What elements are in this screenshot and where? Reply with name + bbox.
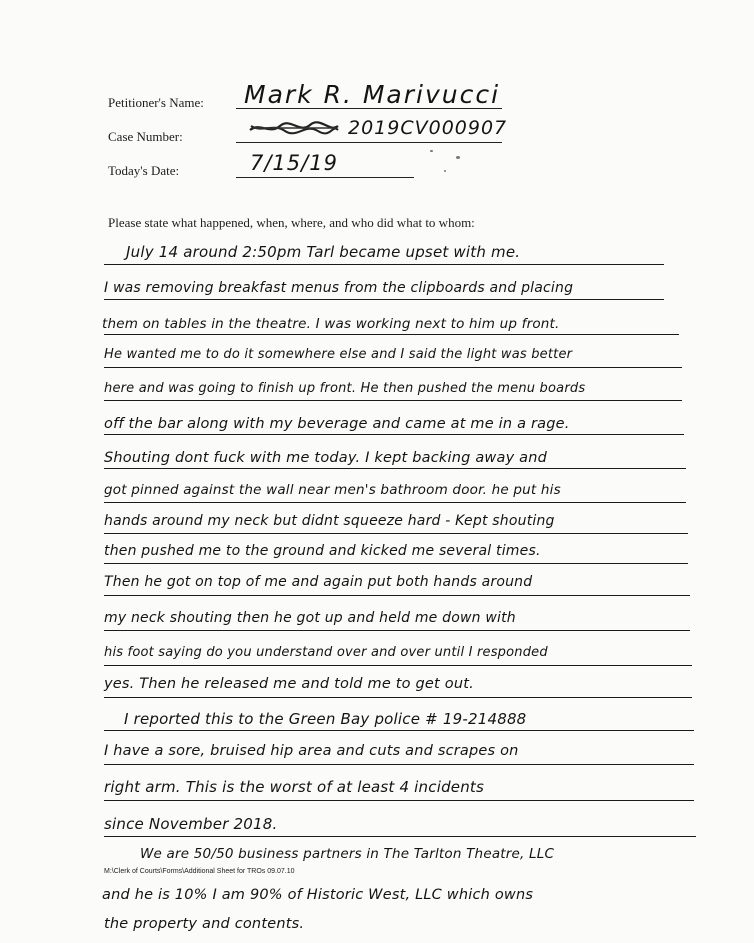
ruled-line: [104, 502, 686, 503]
statement-line: Then he got on top of me and again put both hands around: [104, 574, 533, 590]
statement-line: then pushed me to the ground and kicked me several times.: [104, 543, 541, 559]
ruled-line: [104, 533, 688, 534]
ruled-line: [104, 400, 682, 401]
ruled-line: [104, 434, 684, 435]
extra-line: and he is 10% I am 90% of Historic West, LLC which owns: [102, 887, 534, 903]
case-number-label: Case Number:: [108, 129, 183, 144]
ruled-line: [104, 836, 696, 837]
statement-line: I was removing breakfast menus from the clipboards and placing: [104, 280, 574, 296]
ruled-line: [104, 800, 694, 801]
statement-line: hands around my neck but didnt squeeze hard - Kept shouting: [104, 513, 555, 529]
case-number-value: 2019CV000907: [348, 117, 508, 139]
ruled-line: [104, 595, 690, 596]
todays-date-value: 7/15/19: [250, 151, 338, 175]
statement-line: since November 2018.: [104, 815, 278, 833]
ruled-line: [104, 764, 694, 765]
statement-line: them on tables in the theatre. I was working next to him up front.: [102, 316, 560, 332]
statement-line: I reported this to the Green Bay police # 19-214888: [124, 710, 527, 728]
scribbled-out-text: [248, 120, 340, 136]
ruled-line: [104, 563, 688, 564]
scan-speck: [430, 150, 433, 152]
petitioner-name-label: Petitioner's Name:: [108, 95, 204, 110]
statement-line: I have a sore, bruised hip area and cuts and scrapes on: [104, 743, 519, 759]
statement-line: his foot saying do you understand over and over until I responded: [104, 645, 548, 660]
ruled-line: [104, 468, 686, 469]
statement-line: right arm. This is the worst of at least 4 incidents: [104, 778, 485, 796]
statement-line: He wanted me to do it somewhere else and I said the light was better: [104, 347, 573, 362]
ruled-line: [104, 697, 692, 698]
statement-line: Shouting dont fuck with me today. I kept backing away and: [104, 450, 548, 466]
form-footer-path: M:\Clerk of Courts\Forms\Additional Sheet for TROs 09.07.10: [104, 868, 295, 875]
petitioner-name-value: Mark R. Marivucci: [244, 80, 501, 109]
extra-line: the property and contents.: [104, 916, 305, 932]
ruled-line: [104, 334, 679, 335]
statement-prompt: Please state what happened, when, where, and who did what to whom:: [108, 215, 475, 230]
statement-line: got pinned against the wall near men's bathroom door. he put his: [104, 482, 561, 498]
scan-speck: [444, 170, 446, 172]
ruled-line: [104, 299, 664, 300]
ruled-line: [104, 730, 694, 731]
statement-line: yes. Then he released me and told me to get out.: [104, 676, 474, 692]
extra-line: We are 50/50 business partners in The Tarlton Theatre, LLC: [140, 846, 555, 862]
todays-date-underline: [236, 177, 414, 178]
statement-line: here and was going to finish up front. He then pushed the menu boards: [104, 381, 586, 396]
petitioner-name-underline: [236, 108, 502, 109]
scan-speck: [456, 156, 460, 159]
ruled-line: [104, 264, 664, 265]
ruled-line: [104, 665, 692, 666]
case-number-underline: [236, 142, 502, 143]
statement-line: my neck shouting then he got up and held me down with: [104, 610, 516, 626]
todays-date-label: Today's Date:: [108, 163, 180, 178]
ruled-line: [104, 367, 682, 368]
ruled-line: [104, 630, 690, 631]
statement-line: July 14 around 2:50pm Tarl became upset with me.: [126, 243, 521, 261]
statement-line: off the bar along with my beverage and came at me in a rage.: [104, 416, 570, 432]
